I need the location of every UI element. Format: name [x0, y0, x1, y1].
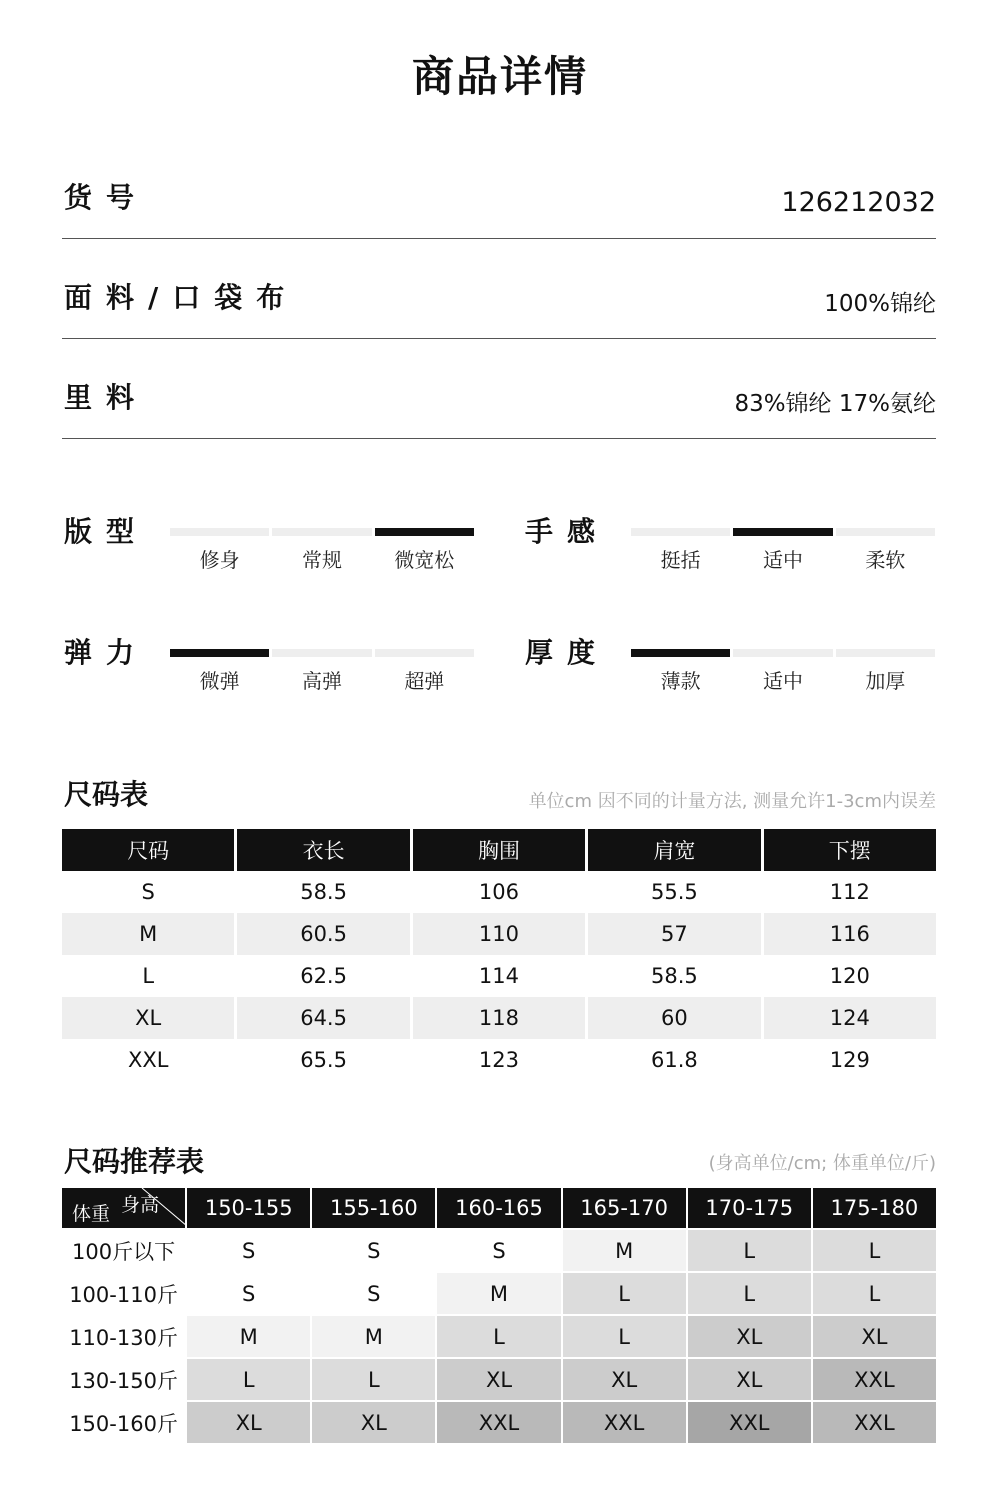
attribute-elasticity [62, 631, 472, 711]
recommended-size-cell: S [187, 1273, 310, 1314]
recommended-size-cell: XL [312, 1402, 435, 1443]
table-row [62, 871, 936, 913]
recommended-size-cell: S [437, 1230, 560, 1271]
recommended-size-cell: XL [688, 1316, 811, 1357]
table-row [62, 955, 936, 997]
recommended-size-cell: XXL [563, 1402, 686, 1443]
attribute-label: 厚度 [525, 636, 610, 669]
weight-range-label: 100斤以下 [62, 1230, 185, 1271]
weight-range-label: 130-150斤 [62, 1359, 185, 1400]
attribute-options [170, 544, 474, 573]
recommended-size-cell: M [312, 1316, 435, 1357]
size-table-header-cell: 下摆 [764, 829, 936, 871]
scale-segment [631, 528, 730, 536]
info-label: 里料 [64, 381, 149, 414]
weight-range-label: 100-110斤 [62, 1273, 185, 1314]
size-table-title: 尺码表 [64, 778, 149, 811]
rec-table-corner [62, 1188, 185, 1228]
attribute-options [631, 665, 935, 694]
scale-segment [836, 649, 935, 657]
info-row-fabric [62, 238, 936, 339]
attribute-option: 高弹 [301, 669, 342, 693]
attribute-scale-bar [170, 649, 474, 657]
table-row [62, 1402, 936, 1443]
size-table-header-cell: 胸围 [413, 829, 585, 871]
rec-table-note: (身高单位/cm; 体重单位/斤) [708, 1153, 936, 1174]
recommended-size-cell: L [563, 1273, 686, 1314]
recommended-size-cell: XL [563, 1359, 686, 1400]
height-range-header: 155-160 [312, 1188, 435, 1228]
attribute-scale-bar [631, 528, 935, 536]
corner-weight-label: 体重 [72, 1203, 111, 1225]
attribute-hand-feel [523, 510, 933, 590]
info-value: 83%锦纶 17%氨纶 [734, 391, 936, 417]
attribute-options [170, 665, 474, 694]
recommended-size-cell: XXL [813, 1402, 936, 1443]
page-title: 商品详情 [411, 52, 588, 101]
info-row-item-number [62, 138, 936, 239]
attribute-option: 适中 [762, 548, 803, 572]
size-table-cell: 106 [478, 880, 520, 904]
table-row [62, 1039, 936, 1081]
recommended-size-cell: XXL [813, 1359, 936, 1400]
weight-range-label: 110-130斤 [62, 1316, 185, 1357]
table-row [62, 1230, 936, 1271]
size-table-cell: 58.5 [300, 880, 347, 904]
table-row [62, 1316, 936, 1357]
height-range-header: 170-175 [688, 1188, 811, 1228]
attribute-option: 挺括 [660, 548, 701, 572]
size-table-cell: 118 [413, 997, 585, 1039]
size-table-header-cell: 衣长 [237, 829, 409, 871]
scale-segment-selected [733, 528, 832, 536]
attribute-label: 弹力 [64, 636, 149, 669]
size-table-cell: 124 [764, 997, 936, 1039]
scale-segment-selected [375, 528, 474, 536]
size-table-cell: 116 [764, 913, 936, 955]
size-table-cell: 110 [413, 913, 585, 955]
attribute-option: 薄款 [660, 669, 701, 693]
info-row-lining [62, 338, 936, 439]
recommended-size-cell: L [187, 1359, 310, 1400]
table-row [62, 1273, 936, 1314]
size-table-cell: L [142, 964, 155, 988]
corner-height-label: 身高 [121, 1194, 160, 1216]
table-row [62, 913, 936, 955]
size-table-header-cell: 肩宽 [588, 829, 760, 871]
size-table-cell: 58.5 [650, 964, 698, 988]
info-label: 面料/口袋布 [64, 281, 299, 314]
info-value: 100%锦纶 [824, 291, 936, 317]
recommended-size-cell: L [813, 1230, 936, 1271]
info-label: 货号 [64, 181, 149, 214]
scale-segment [272, 528, 371, 536]
size-table-cell: 62.5 [300, 964, 347, 988]
rec-table-title: 尺码推荐表 [64, 1145, 205, 1178]
attribute-label: 版型 [64, 515, 149, 548]
recommended-size-cell: XXL [688, 1402, 811, 1443]
attribute-option: 常规 [301, 548, 342, 572]
weight-range-label: 150-160斤 [62, 1402, 185, 1443]
attribute-option: 修身 [199, 548, 240, 572]
attribute-options [631, 544, 935, 573]
size-table [59, 829, 939, 1081]
attribute-option: 加厚 [865, 669, 906, 693]
size-table-cell: 55.5 [650, 880, 698, 904]
size-table-cell: 129 [829, 1048, 870, 1072]
size-table-cell: 61.8 [650, 1048, 698, 1072]
info-value: 126212032 [781, 187, 936, 218]
table-row [62, 1359, 936, 1400]
attribute-option: 超弹 [404, 669, 445, 693]
attribute-fit [62, 510, 472, 590]
scale-segment [272, 649, 371, 657]
recommended-size-cell: L [312, 1359, 435, 1400]
recommended-size-cell: L [813, 1273, 936, 1314]
recommended-size-cell: L [688, 1273, 811, 1314]
size-table-cell: 64.5 [237, 997, 409, 1039]
attribute-option: 适中 [762, 669, 803, 693]
size-table-cell: S [141, 880, 155, 904]
recommended-size-cell: M [563, 1230, 686, 1271]
height-range-header: 175-180 [813, 1188, 936, 1228]
attribute-scale-bar [170, 528, 474, 536]
height-range-header: 160-165 [437, 1188, 560, 1228]
recommended-size-cell: L [688, 1230, 811, 1271]
size-table-cell: 57 [588, 913, 760, 955]
size-table-cell: 120 [829, 964, 870, 988]
rec-table-header [62, 1188, 936, 1228]
size-table-cell: XL [62, 997, 234, 1039]
recommended-size-cell: XL [187, 1402, 310, 1443]
size-table-header [62, 829, 936, 871]
size-table-cell: 65.5 [300, 1048, 347, 1072]
size-table-cell: 114 [478, 964, 520, 988]
attribute-option: 微弹 [199, 669, 240, 693]
recommended-size-cell: S [187, 1230, 310, 1271]
recommended-size-cell: L [563, 1316, 686, 1357]
attribute-option: 微宽松 [394, 548, 455, 572]
recommended-size-cell: XL [437, 1359, 560, 1400]
scale-segment [733, 649, 832, 657]
height-range-header: 150-155 [187, 1188, 310, 1228]
scale-segment [836, 528, 935, 536]
recommended-size-cell: XL [688, 1359, 811, 1400]
attribute-option: 柔软 [865, 548, 906, 572]
recommended-size-cell: M [187, 1316, 310, 1357]
scale-segment [375, 649, 474, 657]
scale-segment-selected [170, 649, 269, 657]
size-table-note: 单位cm 因不同的计量方法, 测量允许1-3cm内误差 [528, 791, 936, 812]
size-table-cell: 123 [478, 1048, 520, 1072]
attribute-label: 手感 [525, 515, 610, 548]
attribute-scale-bar [631, 649, 935, 657]
size-table-cell: 60.5 [237, 913, 409, 955]
size-table-cell: XXL [127, 1048, 169, 1072]
size-table-cell: 60 [588, 997, 760, 1039]
scale-segment [170, 528, 269, 536]
recommended-size-cell: L [437, 1316, 560, 1357]
recommended-size-cell: XXL [437, 1402, 560, 1443]
scale-segment-selected [631, 649, 730, 657]
table-row [62, 997, 936, 1039]
size-table-header-cell: 尺码 [62, 829, 234, 871]
size-table-cell: M [62, 913, 234, 955]
recommended-size-cell: XL [813, 1316, 936, 1357]
height-range-header: 165-170 [563, 1188, 686, 1228]
recommended-size-cell: S [312, 1230, 435, 1271]
size-table-cell: 112 [829, 880, 870, 904]
recommended-size-cell: S [312, 1273, 435, 1314]
size-recommendation-table [60, 1186, 938, 1445]
recommended-size-cell: M [437, 1273, 560, 1314]
attribute-thickness [523, 631, 933, 711]
